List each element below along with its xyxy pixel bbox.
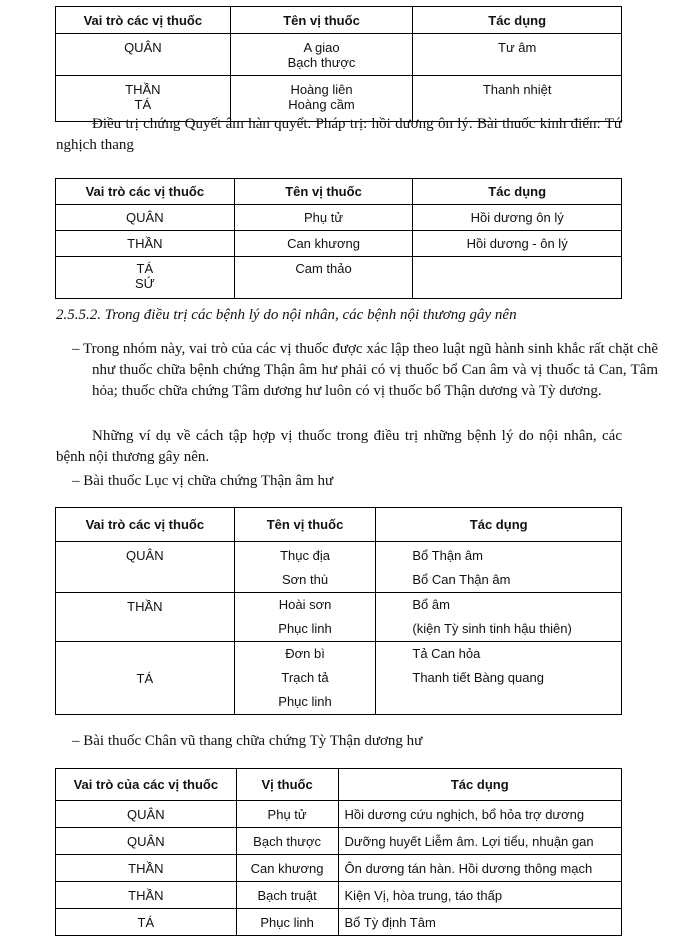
role-cell: QUÂN xyxy=(56,801,237,828)
effect-cell: Dưỡng huyết Liễm âm. Lợi tiểu, nhuận gan xyxy=(338,828,621,855)
role-cell: THẦN TÁ xyxy=(56,76,231,122)
column-header: Tên vị thuốc xyxy=(234,179,413,205)
table-row xyxy=(56,593,622,642)
table-row xyxy=(56,855,622,882)
role-cell: THẦN xyxy=(56,593,235,642)
herb-cell: Thục địa Sơn thù xyxy=(234,542,376,593)
column-header: Vai trò các vị thuốc xyxy=(56,508,235,542)
herb-cell: Đơn bì Trạch tả Phục linh xyxy=(234,642,376,715)
paragraph: Điều trị chứng Quyết âm hàn quyết. Pháp trị: hồi dương ôn lý. Bài thuốc kinh điển: Tứ nghịch thang xyxy=(56,116,622,153)
column-header: Tác dụng xyxy=(338,769,621,801)
column-header: Vị thuốc xyxy=(236,769,338,801)
effect-cell: Bổ âm (kiện Tỳ sinh tinh hậu thiên) xyxy=(376,593,622,642)
column-header: Vai trò các vị thuốc xyxy=(56,7,231,34)
effect-cell: Tư âm xyxy=(413,34,622,76)
effect-cell: Bổ Tỳ định Tâm xyxy=(338,909,621,936)
role-cell: TÁ SỨ xyxy=(56,257,235,299)
list-item: – Bài thuốc Lục vị chữa chứng Thận âm hư xyxy=(72,473,334,489)
herb-cell: Phục linh xyxy=(236,909,338,936)
table-row xyxy=(56,205,622,231)
role-cell: QUÂN xyxy=(56,205,235,231)
table-row xyxy=(56,828,622,855)
effect-cell: Tả Can hỏa Thanh tiết Bàng quang xyxy=(376,642,622,715)
paragraph: – Trong nhóm này, vai trò của các vị thuốc được xác lập theo luật ngũ hành sinh khắc rất chặt chẽ như thuốc chữa bệnh chứng Thận âm hư phải có vị thuốc bổ Can âm và vị thuốc tả Can, Tâm hỏa; thuốc chữa chứng Tâm dương hư luôn có vị thuốc bổ Thận dương và Tỳ dương. xyxy=(72,341,658,399)
herb-cell: Can khương xyxy=(234,231,413,257)
table-row xyxy=(56,231,622,257)
herb-cell: Cam thảo xyxy=(234,257,413,299)
table-tu-nghich-thang xyxy=(55,178,622,299)
table-row xyxy=(56,642,622,715)
effect-cell: Hồi dương - ôn lý xyxy=(413,231,622,257)
table-row xyxy=(56,801,622,828)
table-row xyxy=(56,882,622,909)
column-header: Vai trò của các vị thuốc xyxy=(56,769,237,801)
herb-cell: Hoàng liên Hoàng cầm xyxy=(230,76,413,122)
role-cell: THẦN xyxy=(56,231,235,257)
table-chan-vu-thang xyxy=(55,768,622,936)
herb-cell: Bạch truật xyxy=(236,882,338,909)
effect-cell: Bổ Thận âm Bổ Can Thận âm xyxy=(376,542,622,593)
herb-cell: Can khương xyxy=(236,855,338,882)
column-header: Tác dụng xyxy=(376,508,622,542)
column-header: Tên vị thuốc xyxy=(230,7,413,34)
column-header: Vai trò các vị thuốc xyxy=(56,179,235,205)
column-header: Tên vị thuốc xyxy=(234,508,376,542)
role-cell: TÁ xyxy=(56,909,237,936)
section-heading: 2.5.5.2. Trong điều trị các bệnh lý do nội nhân, các bệnh nội thương gây nên xyxy=(56,307,517,323)
effect-cell: Hồi dương ôn lý xyxy=(413,205,622,231)
table-tu-am xyxy=(55,6,622,122)
list-item: – Bài thuốc Chân vũ thang chữa chứng Tỳ Thận dương hư xyxy=(72,733,423,749)
effect-cell: Ôn dương tán hàn. Hồi dương thông mạch xyxy=(338,855,621,882)
effect-cell: Thanh nhiệt xyxy=(413,76,622,122)
table-row xyxy=(56,257,622,299)
herb-cell: Bạch thược xyxy=(236,828,338,855)
effect-cell: Kiện Vị, hòa trung, táo thấp xyxy=(338,882,621,909)
role-cell: QUÂN xyxy=(56,828,237,855)
effect-cell: Hồi dương cứu nghịch, bổ hỏa trợ dương xyxy=(338,801,621,828)
herb-cell: Phụ tử xyxy=(236,801,338,828)
role-cell: QUÂN xyxy=(56,542,235,593)
table-luc-vi xyxy=(55,507,622,715)
role-cell: QUÂN xyxy=(56,34,231,76)
column-header: Tác dụng xyxy=(413,179,622,205)
role-cell: THẦN xyxy=(56,855,237,882)
herb-cell: Phụ tử xyxy=(234,205,413,231)
effect-cell xyxy=(413,257,622,299)
table-row xyxy=(56,909,622,936)
herb-cell: A giao Bạch thược xyxy=(230,34,413,76)
table-row xyxy=(56,542,622,593)
table-row xyxy=(56,34,622,76)
paragraph: Những ví dụ về cách tập hợp vị thuốc trong điều trị những bệnh lý do nội nhân, các bệnh nội thương gây nên. xyxy=(56,428,622,465)
herb-cell: Hoài sơn Phục linh xyxy=(234,593,376,642)
role-cell: TÁ xyxy=(56,642,235,715)
column-header: Tác dụng xyxy=(413,7,622,34)
role-cell: THẦN xyxy=(56,882,237,909)
